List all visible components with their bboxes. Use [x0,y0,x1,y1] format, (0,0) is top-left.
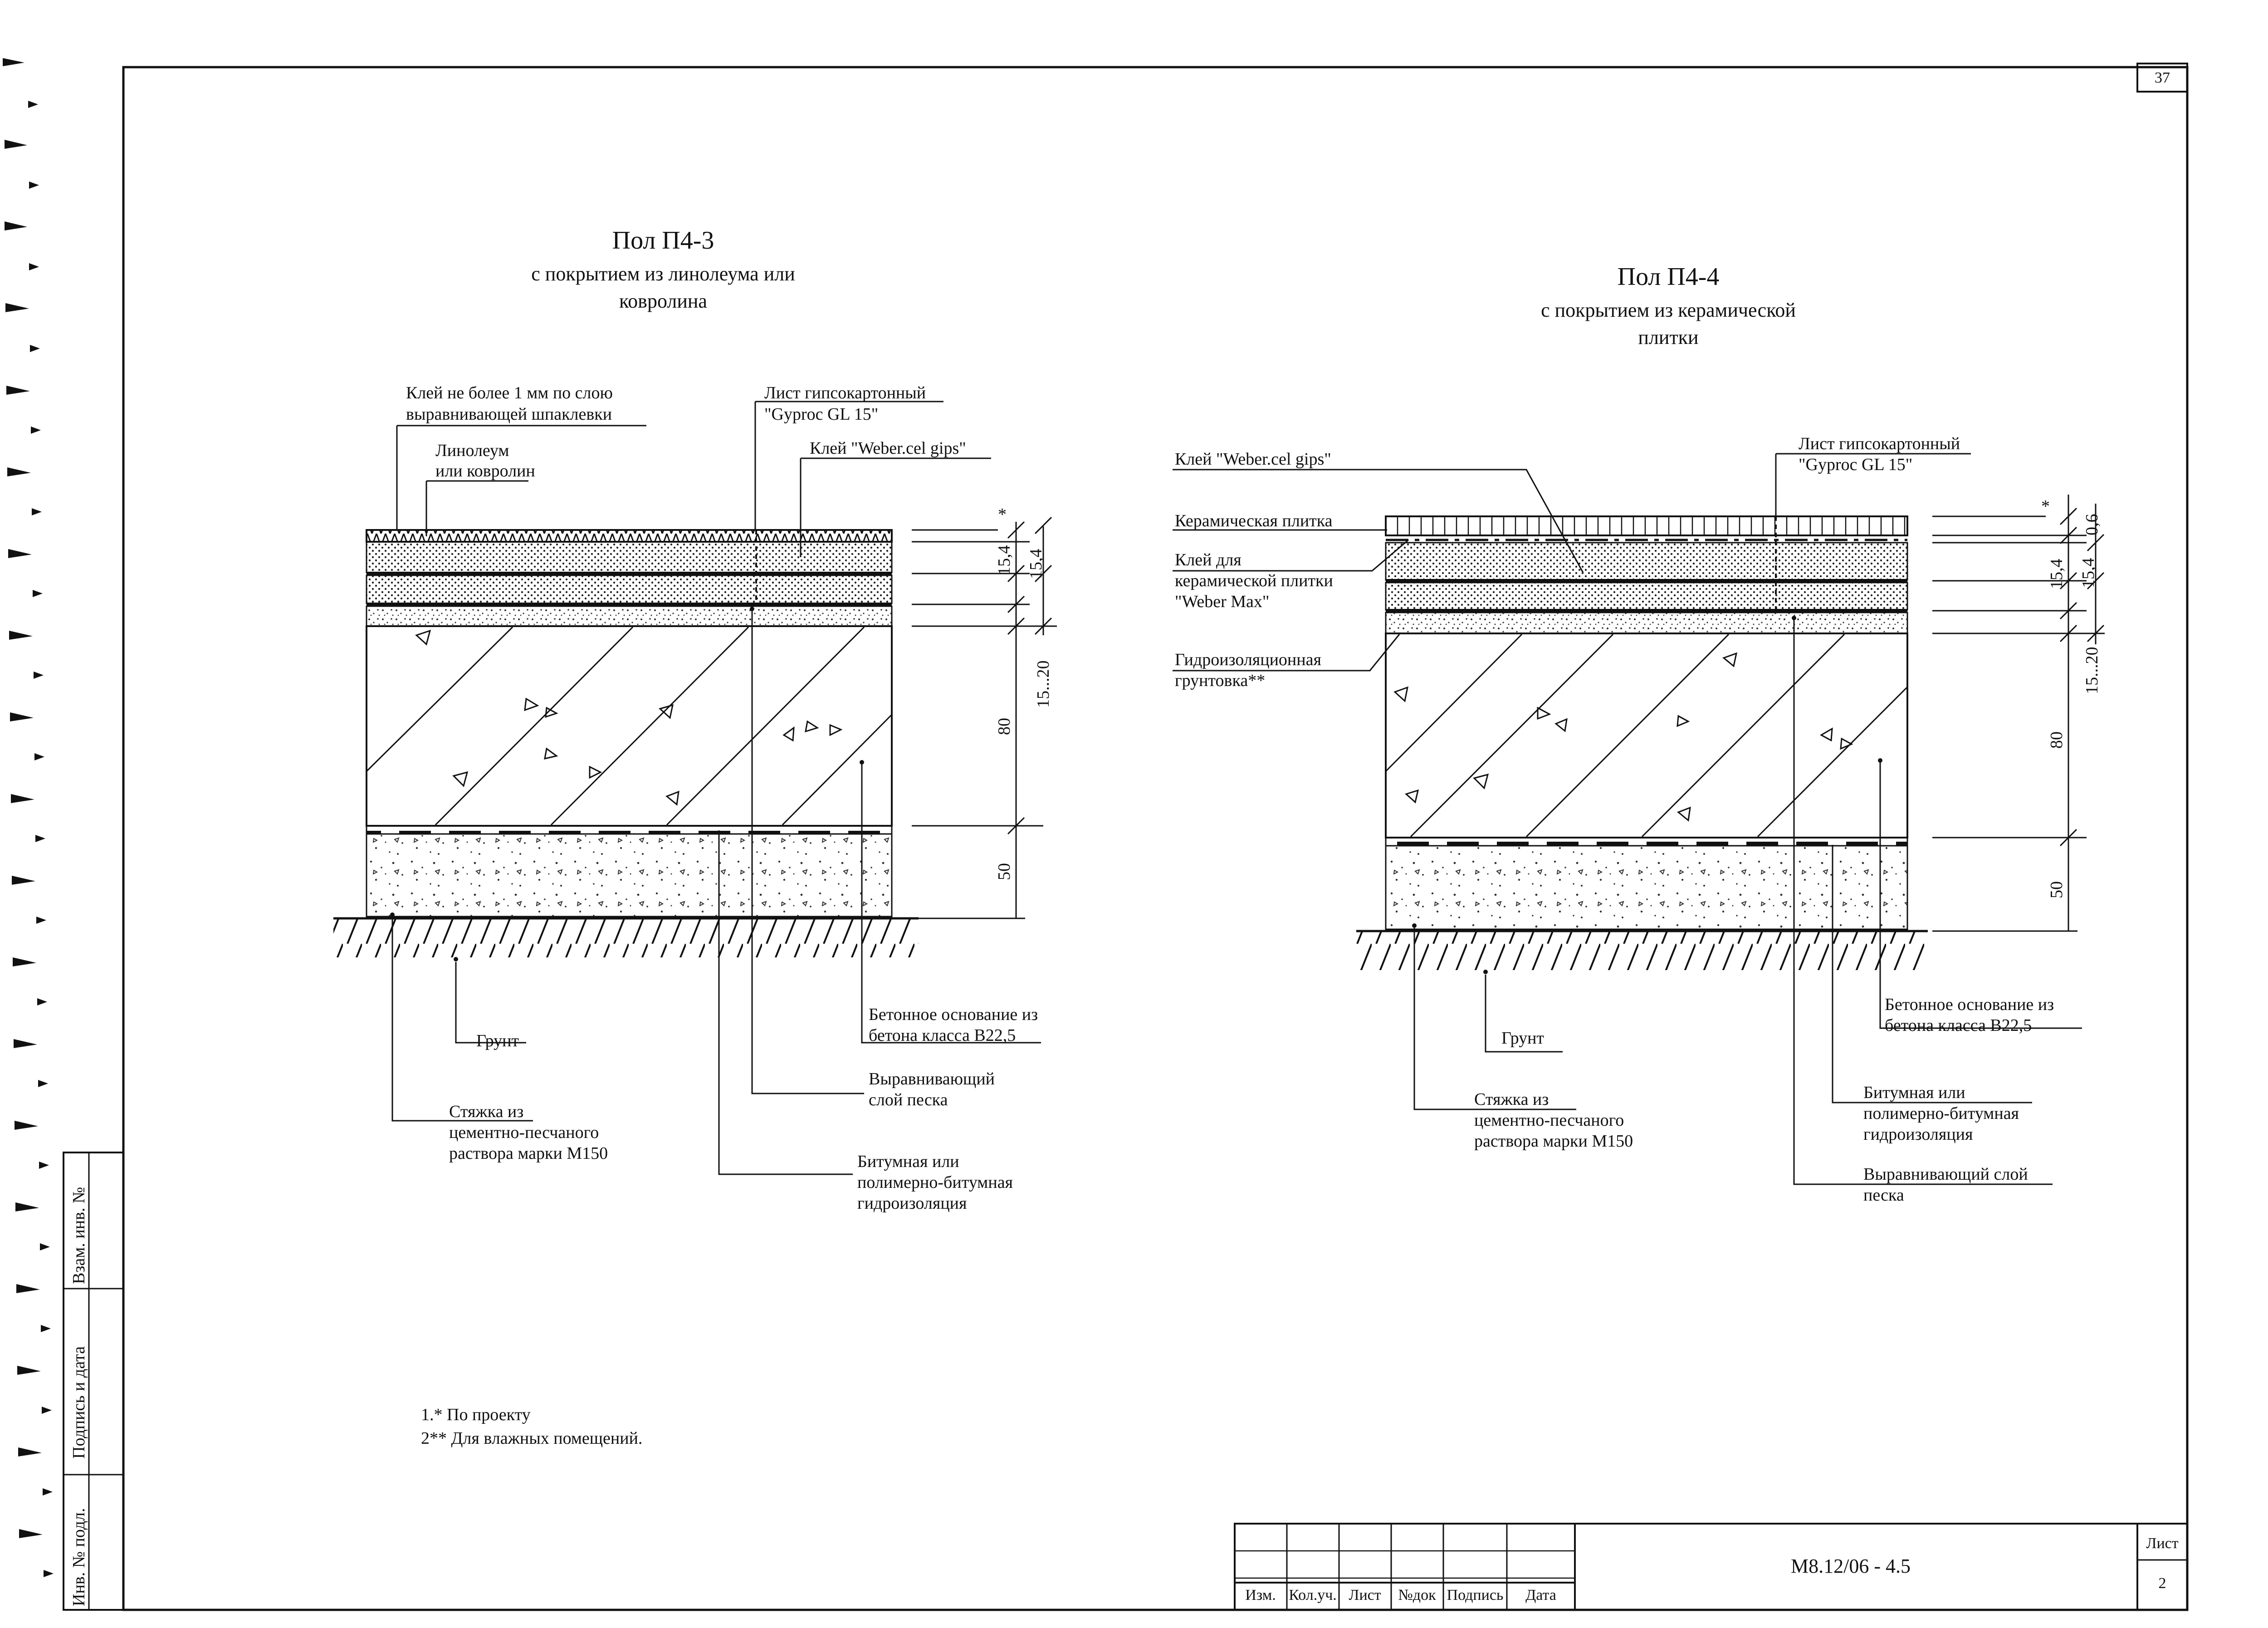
tb-header-koluch: Кол.уч. [1289,1587,1337,1603]
label-b-screed-3: раствора марки М150 [1474,1132,1633,1151]
label-b-primer-1: Гидроизоляционная [1175,650,1321,669]
stamp-inv: Инв. № подл. [69,1508,88,1606]
layer-b-concrete [1386,633,1907,838]
label-b-gypsum-2: "Gyproc GL 15" [1799,455,1913,474]
label-b-glue-weber: Клей "Weber.cel gips" [1175,450,1331,469]
label-a-gypsum-1: Лист гипсокартонный [764,383,926,402]
note-2: 2** Для влажных помещений. [421,1429,643,1448]
dim-b-star: * [2041,497,2050,516]
label-a-linoleum-1: Линолеум [435,441,509,460]
stamp-podpis: Подпись и дата [69,1346,88,1459]
label-a-gypsum-2: "Gyproc GL 15" [764,405,879,424]
label-a-linoleum-2: или ковролин [435,461,535,481]
section-b-title: Пол П4-4 [1617,263,1720,291]
ground-hatch [333,919,919,957]
dim-a-15-4b: 15,4 [1026,549,1046,579]
label-a-glue-top-1: Клей не более 1 мм по слою [406,383,613,402]
document-code: М8.12/06 - 4.5 [1791,1555,1911,1577]
dim-a-15-4a: 15,4 [995,545,1014,575]
label-b-primer-2: грунтовка** [1175,671,1266,690]
side-stamp [64,1152,123,1610]
layer-tile [1386,516,1907,535]
section-a [333,226,1057,1213]
layer-sand [367,606,892,626]
tb-header-ndok: №док [1398,1587,1436,1603]
layer-b-gypsum-2 [1386,583,1907,610]
layer-b-sand [1386,613,1907,633]
label-a-soil: Грунт [476,1031,519,1050]
dim-a-50: 50 [995,863,1014,880]
label-b-bitumen-2: полимерно-битумная [1863,1104,2019,1123]
label-b-soil: Грунт [1501,1029,1545,1048]
label-b-sand-2: песка [1863,1186,1904,1205]
dim-b-15-4b: 15,4 [2079,558,2098,588]
label-b-concrete-1: Бетонное основание из [1885,995,2054,1014]
dim-b-15-4a: 15,4 [2047,559,2066,589]
label-b-tile: Керамическая плитка [1175,511,1333,530]
section-b-subtitle-1: с покрытием из керамической [1541,299,1796,321]
dim-a-star: * [998,505,1007,524]
dim-b-50: 50 [2047,881,2066,898]
title-block [1235,1524,2187,1610]
layer-linoleum [367,530,892,542]
dim-b-80: 80 [2047,731,2066,749]
label-b-bitumen-3: гидроизоляция [1863,1125,1973,1144]
sheet-label: Лист [2146,1535,2179,1552]
label-a-bitumen-2: полимерно-битумная [857,1173,1013,1192]
tb-header-izm: Изм. [1245,1587,1276,1603]
layer-b-waterproofing [1386,838,1907,846]
label-b-bitumen-1: Битумная или [1863,1083,1965,1102]
ground-b-hatch [1356,932,1928,970]
note-1: 1.* По проекту [421,1405,531,1424]
label-a-concrete-1: Бетонное основание из [869,1005,1038,1024]
dim-a-15-20: 15...20 [1034,660,1053,708]
section-a-subtitle-1: с покрытием из линолеума или [531,263,795,285]
label-a-sand-2: слой песка [869,1090,948,1109]
layer-b-screed [1386,846,1907,929]
stamp-vzam: Взам. инв. № [69,1187,88,1284]
label-a-glue-top-2: выравнивающей шпаклевки [406,405,612,424]
label-a-bitumen-1: Битумная или [857,1152,959,1171]
binding-marks [3,58,54,1577]
layer-gypsum-1 [367,542,892,573]
label-b-sand-1: Выравнивающий слой [1863,1165,2028,1184]
section-b-subtitle-2: плитки [1638,326,1699,348]
label-b-gypsum-1: Лист гипсокартонный [1799,434,1960,453]
label-b-tile-glue-1: Клей для [1175,550,1242,569]
layer-screed [367,834,892,917]
section-a-subtitle-2: ковролина [619,290,707,312]
section-a-title: Пол П4-3 [612,226,714,255]
label-a-sand-1: Выравнивающий [869,1069,995,1089]
label-a-screed-1: Стяжка из [449,1102,524,1121]
label-a-concrete-2: бетона класса В22,5 [869,1026,1016,1045]
section-b [1173,263,2105,1205]
page-number: 37 [2155,69,2170,86]
label-a-glue-weber: Клей "Weber.cel gips" [810,439,966,458]
layer-waterproofing [367,826,892,834]
tb-header-list: Лист [1349,1587,1381,1603]
label-b-screed-2: цементно-песчаного [1474,1111,1624,1130]
tb-header-data: Дата [1525,1587,1556,1603]
dim-b-15-20: 15...20 [2082,647,2102,694]
label-a-bitumen-3: гидроизоляция [857,1194,967,1213]
layer-concrete [367,626,892,826]
layer-b-gypsum-1 [1386,543,1907,580]
tb-header-podpis: Подпись [1447,1587,1504,1603]
label-a-screed-2: цементно-песчаного [449,1123,599,1142]
sheet-number: 2 [2158,1575,2166,1592]
label-b-tile-glue-2: керамической плитки [1175,571,1333,590]
label-b-screed-1: Стяжка из [1474,1090,1549,1109]
dim-b-0-6: 0,6 [2082,514,2102,535]
label-a-screed-3: раствора марки М150 [449,1144,608,1163]
label-b-concrete-2: бетона класса В22,5 [1885,1016,2032,1035]
layer-gypsum-2 [367,575,892,603]
label-b-tile-glue-3: "Weber Max" [1175,592,1270,611]
dim-a-80: 80 [995,718,1014,735]
